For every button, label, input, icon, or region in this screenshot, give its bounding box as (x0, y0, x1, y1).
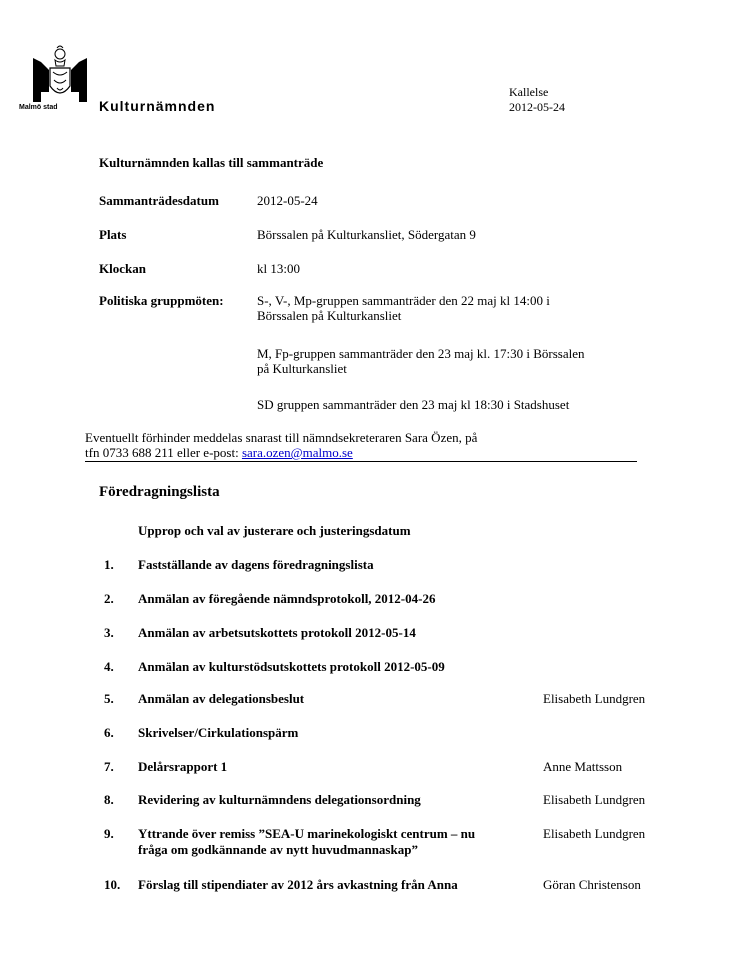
absence-note (85, 430, 477, 460)
agenda-item-title (138, 591, 435, 607)
agenda-item-responsible: Elisabeth Lundgren (543, 792, 646, 807)
agenda-item-title (138, 877, 458, 893)
agenda-item-title (138, 759, 227, 775)
logo-text: Malmö stad (19, 104, 58, 111)
agenda-item-number: 4. (104, 659, 114, 674)
place: Börssalen på Kulturkansliet, Södergatan 9 (257, 227, 476, 242)
group-meeting (257, 293, 550, 323)
absence-note-line (85, 445, 477, 460)
agenda-item-number: 10. (104, 877, 121, 892)
agenda-item-title (138, 659, 445, 675)
agenda-item-title-line: Förslag till stipendiater av 2012 års avkastning från Anna (138, 877, 458, 892)
agenda-item-number: 9. (104, 826, 114, 841)
meeting-date: 2012-05-24 (257, 193, 318, 208)
agenda-item-number: 7. (104, 759, 114, 774)
meeting-date-label: Sammanträdesdatum (99, 193, 219, 208)
absence-note-prefix: tfn 0733 688 211 eller e-post: (85, 445, 242, 460)
doc-type: Kallelse (509, 85, 549, 99)
agenda-item-number: 2. (104, 591, 114, 606)
agenda-item-title-line: Anmälan av delegationsbeslut (138, 691, 305, 706)
group-meeting-line: S-, V-, Mp-gruppen sammanträder den 22 maj kl 14:00 i (257, 293, 550, 308)
agenda-item-title-line: Anmälan av kulturstödsutskottets protokoll 2012-05-09 (138, 659, 445, 674)
divider (85, 461, 637, 462)
agenda-item-responsible: Elisabeth Lundgren (543, 826, 646, 841)
group-meeting (257, 397, 569, 412)
agenda-item-title-line: Anmälan av föregående nämndsprotokoll, 2012-04-26 (138, 591, 436, 606)
group-meeting-line: Börssalen på Kulturkansliet (257, 308, 402, 323)
agenda-item-title-line: Anmälan av arbetsutskottets protokoll 2012-05-14 (138, 625, 416, 640)
agenda-item-title-line: Delårsrapport 1 (138, 759, 228, 774)
agenda-item-title-line: Yttrande över remiss ”SEA-U marinekologiskt centrum – nu (138, 826, 476, 841)
agenda-item-number: 3. (104, 625, 114, 640)
agenda-item-responsible: Göran Christenson (543, 877, 641, 892)
agenda-item-title (138, 691, 304, 707)
agenda-item-title-line: Revidering av kulturnämndens delegationsordning (138, 792, 421, 807)
org-name: Kulturnämnden (99, 98, 216, 114)
group-meeting-line: SD gruppen sammanträder den 23 maj kl 18:30 i Stadshuset (257, 397, 570, 412)
group-meeting (257, 346, 584, 376)
agenda-item-number: 1. (104, 557, 114, 572)
agenda-item-title (138, 826, 475, 858)
agenda-item-title (138, 725, 298, 741)
agenda-intro: Upprop och val av justerare och justeringsdatum (138, 523, 411, 538)
place-label: Plats (99, 227, 127, 242)
agenda-item-title-line: Skrivelser/Cirkulationspärm (138, 725, 299, 740)
group-meeting-line: på Kulturkansliet (257, 361, 347, 376)
agenda-item-number: 5. (104, 691, 114, 706)
agenda-item-number: 8. (104, 792, 114, 807)
agenda-item-responsible: Elisabeth Lundgren (543, 691, 646, 706)
time: kl 13:00 (257, 261, 300, 276)
doc-header-info (509, 85, 565, 115)
agenda-item-title (138, 557, 374, 573)
malmo-stad-logo (33, 42, 87, 104)
agenda-title: Föredragningslista (99, 484, 220, 500)
agenda-item-title (138, 625, 416, 641)
group-meeting-line: M, Fp-gruppen sammanträder den 23 maj kl. 17:30 i Börssalen (257, 346, 585, 361)
agenda-item-title-line: Fastställande av dagens föredragningslista (138, 557, 374, 572)
time-label: Klockan (99, 261, 146, 276)
absence-note-line: Eventuellt förhinder meddelas snarast till nämndsekreteraren Sara Özen, på (85, 430, 478, 445)
agenda-item-number: 6. (104, 725, 114, 740)
summons-title: Kulturnämnden kallas till sammanträde (99, 155, 324, 170)
agenda-item-title-line: fråga om godkännande av nytt huvudmannaskap” (138, 842, 418, 857)
agenda-item-responsible: Anne Mattsson (543, 759, 623, 774)
agenda-item-title (138, 792, 421, 808)
doc-date: 2012-05-24 (509, 100, 565, 114)
email-link[interactable]: sara.ozen@malmo.se (241, 445, 353, 460)
group-meetings-label: Politiska gruppmöten: (99, 293, 224, 308)
